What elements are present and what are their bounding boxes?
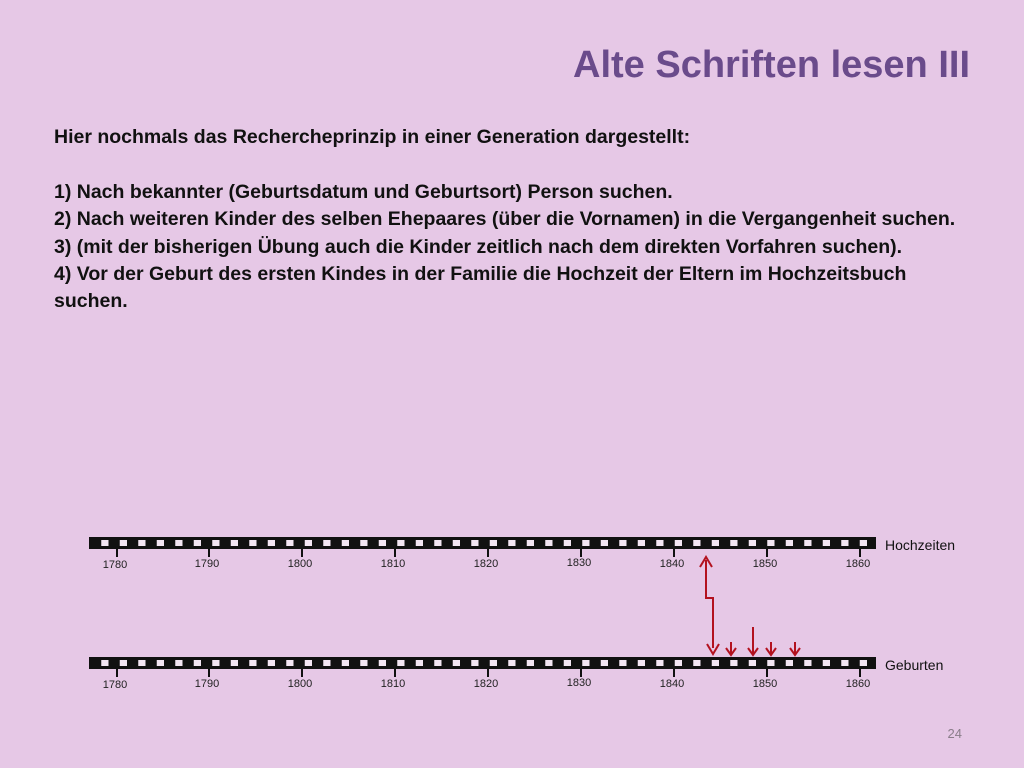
year-label: 1780	[102, 679, 128, 691]
timeline-segment	[545, 540, 552, 546]
timeline-segment	[545, 660, 552, 666]
year-label: 1800	[287, 558, 313, 570]
year-label: 1790	[194, 678, 220, 690]
timeline-segment	[619, 660, 626, 666]
timeline-segment	[712, 660, 719, 666]
timeline-segment	[656, 540, 663, 546]
year-label: 1840	[659, 558, 685, 570]
timeline-segment	[120, 540, 127, 546]
timeline-segment	[675, 660, 682, 666]
timeline-segment	[194, 540, 201, 546]
timeline-segment	[823, 540, 830, 546]
timeline-segment	[342, 660, 349, 666]
year-label: 1820	[473, 678, 499, 690]
year-label: 1830	[566, 557, 592, 569]
timeline-segment	[323, 660, 330, 666]
timeline-segment	[786, 540, 793, 546]
timeline-segment	[841, 660, 848, 666]
timeline-segment	[305, 660, 312, 666]
timeline-segment	[101, 660, 108, 666]
year-label: 1790	[194, 558, 220, 570]
timeline-segment	[157, 660, 164, 666]
timeline-segment	[508, 540, 515, 546]
timeline-segment	[656, 660, 663, 666]
timeline-segment	[175, 660, 182, 666]
timeline-segment	[434, 540, 441, 546]
timeline-segment	[804, 540, 811, 546]
year-label: 1860	[845, 678, 871, 690]
timeline-segment	[194, 660, 201, 666]
timeline-segment	[564, 660, 571, 666]
page-number: 24	[947, 726, 962, 741]
timeline-segment	[416, 540, 423, 546]
timeline-segment	[860, 540, 867, 546]
connector-arrow	[706, 560, 713, 648]
timeline-segment	[323, 540, 330, 546]
year-label: 1830	[566, 677, 592, 689]
timeline-segment	[397, 660, 404, 666]
year-label: 1860	[845, 558, 871, 570]
timeline-segment	[212, 540, 219, 546]
timeline-segment	[453, 540, 460, 546]
timeline-segment	[841, 540, 848, 546]
timeline-segment	[601, 540, 608, 546]
timeline-segment	[582, 540, 589, 546]
timeline-segment	[453, 660, 460, 666]
timeline-segment	[268, 540, 275, 546]
timeline-segment	[379, 540, 386, 546]
timeline-segment	[305, 540, 312, 546]
timeline-segment	[638, 660, 645, 666]
timeline-segment	[675, 540, 682, 546]
timeline-segment	[601, 660, 608, 666]
timeline-segment	[730, 540, 737, 546]
step-1: 1) Nach bekannter (Geburtsdatum und Geburtsort) Person suchen.	[54, 180, 673, 203]
timeline-segment	[471, 540, 478, 546]
timeline-segment	[249, 540, 256, 546]
timeline-segment	[490, 660, 497, 666]
timeline-segment	[767, 540, 774, 546]
step-4: 4) Vor der Geburt des ersten Kindes in der Familie die Hochzeit der Eltern im Hochzeitsbuch suchen.	[54, 263, 907, 313]
timeline-segment	[471, 660, 478, 666]
arrows-group	[700, 557, 800, 655]
timeline-segment	[767, 660, 774, 666]
timeline-segment	[138, 660, 145, 666]
year-label: 1850	[752, 678, 778, 690]
timeline-segment	[175, 540, 182, 546]
timeline-hochzeiten	[89, 537, 955, 571]
timeline-segment	[397, 540, 404, 546]
year-label: 1810	[380, 558, 406, 570]
timeline-segment	[342, 540, 349, 546]
timeline-segment	[120, 660, 127, 666]
timeline-segment	[286, 660, 293, 666]
timeline-segment	[360, 540, 367, 546]
timeline-segment	[749, 660, 756, 666]
timeline-segment	[231, 540, 238, 546]
timeline-segment	[416, 660, 423, 666]
timeline-segment	[638, 540, 645, 546]
timeline-segment	[249, 660, 256, 666]
timeline-segment	[157, 540, 164, 546]
timeline-segment	[379, 660, 386, 666]
year-label: 1840	[659, 678, 685, 690]
year-label: 1780	[102, 559, 128, 571]
year-label: 1810	[380, 678, 406, 690]
timeline-segment	[582, 660, 589, 666]
timeline-segment	[804, 660, 811, 666]
timeline-segment	[619, 540, 626, 546]
timeline-segment	[712, 540, 719, 546]
timeline-segment	[823, 660, 830, 666]
year-label: 1800	[287, 678, 313, 690]
step-2: 2) Nach weiteren Kinder des selben Ehepaares (über die Vornamen) in die Vergangenheit suchen.	[54, 208, 956, 231]
slide-title: Alte Schriften lesen III	[573, 44, 970, 86]
timeline-segment	[693, 660, 700, 666]
timeline-segment	[360, 660, 367, 666]
timeline-segment	[786, 660, 793, 666]
timeline-segment	[508, 660, 515, 666]
timeline-label: Geburten	[885, 657, 944, 673]
timeline-segment	[490, 540, 497, 546]
timeline-geburten	[89, 657, 943, 691]
timeline-segment	[101, 540, 108, 546]
timeline-segment	[749, 540, 756, 546]
timeline-bar	[89, 657, 876, 669]
intro-text: Hier nochmals das Rechercheprinzip in einer Generation dargestellt:	[54, 126, 691, 148]
year-label: 1820	[473, 558, 499, 570]
timeline-segment	[860, 660, 867, 666]
timeline-segment	[138, 540, 145, 546]
year-label: 1850	[752, 558, 778, 570]
timeline-segment	[231, 660, 238, 666]
timeline-segment	[527, 540, 534, 546]
timeline-segment	[268, 660, 275, 666]
timeline-segment	[286, 540, 293, 546]
timeline-segment	[212, 660, 219, 666]
timeline-segment	[730, 660, 737, 666]
step-3: 3) (mit der bisherigen Übung auch die Kinder zeitlich nach dem direkten Vorfahren suchen).	[54, 235, 903, 258]
timeline-segment	[434, 660, 441, 666]
timeline-segment	[693, 540, 700, 546]
timeline-segment	[527, 660, 534, 666]
timeline-bar	[89, 537, 876, 549]
timeline-segment	[564, 540, 571, 546]
timeline-label: Hochzeiten	[885, 537, 956, 553]
